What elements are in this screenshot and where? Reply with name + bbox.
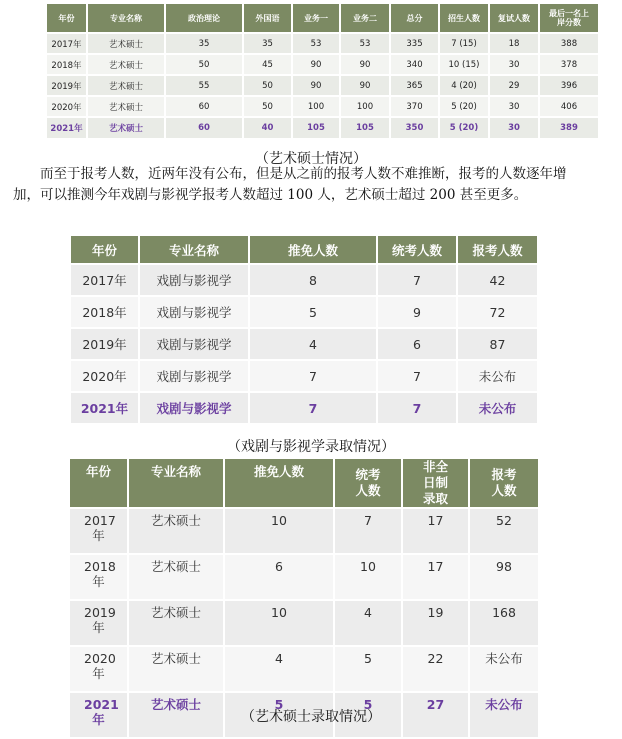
table-row: [70, 600, 539, 646]
art-master-admission-table: [70, 459, 540, 739]
table-body: [47, 33, 599, 139]
table-cell: 6: [377, 328, 457, 360]
table-cell: 2018年: [47, 54, 87, 75]
table-cell: 5: [334, 646, 402, 692]
column-header: 复试人数: [489, 4, 539, 33]
table-cell: 2021年: [70, 692, 128, 738]
table-cell: 7: [377, 392, 457, 424]
drama-film-admission-table: [71, 236, 539, 425]
table-row: [47, 33, 599, 54]
table-header-row: [47, 4, 599, 33]
table-cell: 105: [340, 117, 390, 139]
table-cell: 29: [489, 75, 539, 96]
column-header: 报考人数: [469, 459, 539, 508]
table-cell: 5 (20): [439, 96, 489, 117]
table-cell: 340: [390, 54, 439, 75]
table-caption-drama-film: （戏剧与影视学录取情况）: [227, 439, 395, 455]
table-cell: 90: [340, 54, 390, 75]
table-cell: 90: [292, 54, 340, 75]
table-cell: 2019年: [71, 328, 139, 360]
column-header: 专业名称: [139, 236, 249, 264]
table-cell: 30: [489, 117, 539, 139]
table-cell: 30: [489, 96, 539, 117]
table-cell: 389: [539, 117, 599, 139]
table-caption-art-master-admission: （艺术硕士录取情况）: [241, 709, 381, 725]
table-body: [70, 508, 539, 738]
table-row: [70, 554, 539, 600]
table-cell: 7: [249, 360, 377, 392]
body-paragraph: 而至于报考人数，近两年没有公布，但是从之前的报考人数不难推断，报考的人数逐年增加，可以推测今年戏剧与影视学报考人数超过 100 人，艺术硕士超过 200 甚至更多。: [13, 166, 567, 203]
table-cell: 艺术硕士: [128, 508, 224, 554]
art-master-score-table: [47, 4, 600, 140]
column-header: 最后一名上岸分数: [539, 4, 599, 33]
column-header: 推免人数: [249, 236, 377, 264]
table-cell: 戏剧与影视学: [139, 392, 249, 424]
table-cell: 7: [377, 264, 457, 296]
table-cell: 艺术硕士: [128, 600, 224, 646]
table-cell: 365: [390, 75, 439, 96]
column-header: 招生人数: [439, 4, 489, 33]
table-row: [70, 646, 539, 692]
table-cell: 100: [292, 96, 340, 117]
table-cell: 2017年: [71, 264, 139, 296]
table-row: [47, 75, 599, 96]
table-cell: 335: [390, 33, 439, 54]
table-cell: 未公布: [469, 692, 539, 738]
column-header: 报考人数: [457, 236, 538, 264]
table-cell: 5: [334, 692, 402, 738]
table-row: [71, 328, 538, 360]
table-cell: 396: [539, 75, 599, 96]
table-row: [47, 117, 599, 139]
table-cell: 105: [292, 117, 340, 139]
table-cell: 艺术硕士: [128, 692, 224, 738]
table-cell: 4: [334, 600, 402, 646]
table-cell: 艺术硕士: [87, 96, 165, 117]
table-cell: 52: [469, 508, 539, 554]
table-cell: 87: [457, 328, 538, 360]
table-cell: 5 (20): [439, 117, 489, 139]
table-cell: 72: [457, 296, 538, 328]
table-row: [71, 264, 538, 296]
table-cell: 50: [243, 96, 292, 117]
table-cell: 350: [390, 117, 439, 139]
table-cell: 7: [377, 360, 457, 392]
table-cell: 艺术硕士: [128, 554, 224, 600]
table-cell: 168: [469, 600, 539, 646]
table-cell: 7: [249, 392, 377, 424]
table-cell: 50: [243, 75, 292, 96]
table-cell: 未公布: [469, 646, 539, 692]
column-header: 统考人数: [377, 236, 457, 264]
table-cell: 378: [539, 54, 599, 75]
table-cell: 艺术硕士: [87, 75, 165, 96]
table-cell: 8: [249, 264, 377, 296]
table-cell: 98: [469, 554, 539, 600]
table-cell: 2017年: [47, 33, 87, 54]
table-cell: 22: [402, 646, 469, 692]
column-header: 专业名称: [128, 459, 224, 508]
table-cell: 90: [340, 75, 390, 96]
table-cell: 7: [334, 508, 402, 554]
table-header-row: [71, 236, 538, 264]
table-cell: 艺术硕士: [87, 33, 165, 54]
table-cell: 2018年: [70, 554, 128, 600]
table-cell: 4 (20): [439, 75, 489, 96]
table-cell: 10: [224, 508, 334, 554]
table-cell: 2021年: [71, 392, 139, 424]
table-cell: 2018年: [71, 296, 139, 328]
table-cell: 10: [224, 600, 334, 646]
table-caption-art-master: （艺术硕士情况）: [255, 151, 367, 167]
table-cell: 艺术硕士: [87, 117, 165, 139]
table-cell: 2017年: [70, 508, 128, 554]
table-cell: 388: [539, 33, 599, 54]
column-header: 专业名称: [87, 4, 165, 33]
column-header: 非全日制录取: [402, 459, 469, 508]
table-cell: 18: [489, 33, 539, 54]
table-cell: 戏剧与影视学: [139, 296, 249, 328]
table-cell: 艺术硕士: [87, 54, 165, 75]
table-cell: 10 (15): [439, 54, 489, 75]
table-cell: 戏剧与影视学: [139, 328, 249, 360]
table-cell: 4: [249, 328, 377, 360]
table-cell: 406: [539, 96, 599, 117]
table-cell: 2019年: [47, 75, 87, 96]
table-row: [47, 96, 599, 117]
table-cell: 55: [165, 75, 243, 96]
column-header: 统考人数: [334, 459, 402, 508]
table-cell: 45: [243, 54, 292, 75]
table-cell: 27: [402, 692, 469, 738]
table-cell: 2020年: [71, 360, 139, 392]
table-header-row: [70, 459, 539, 508]
table-cell: 4: [224, 646, 334, 692]
table-cell: 戏剧与影视学: [139, 264, 249, 296]
column-header: 政治理论: [165, 4, 243, 33]
table-cell: 35: [165, 33, 243, 54]
table-cell: 10: [334, 554, 402, 600]
table-cell: 2020年: [47, 96, 87, 117]
table-cell: 30: [489, 54, 539, 75]
table-cell: 17: [402, 508, 469, 554]
column-header: 总分: [390, 4, 439, 33]
table-cell: 100: [340, 96, 390, 117]
table-cell: 艺术硕士: [128, 646, 224, 692]
table-cell: 370: [390, 96, 439, 117]
table-cell: 未公布: [457, 360, 538, 392]
table-cell: 2021年: [47, 117, 87, 139]
table-cell: 19: [402, 600, 469, 646]
table-row: [71, 360, 538, 392]
column-header: 推免人数: [224, 459, 334, 508]
table-cell: 50: [165, 54, 243, 75]
column-header: 外国语: [243, 4, 292, 33]
table-row: [47, 54, 599, 75]
column-header: 业务一: [292, 4, 340, 33]
table-cell: 9: [377, 296, 457, 328]
table-cell: 5: [224, 692, 334, 738]
table-cell: 90: [292, 75, 340, 96]
table-row: [71, 296, 538, 328]
table-cell: 53: [292, 33, 340, 54]
table-cell: 53: [340, 33, 390, 54]
column-header: 业务二: [340, 4, 390, 33]
column-header: 年份: [70, 459, 128, 508]
table-cell: 5: [249, 296, 377, 328]
table-cell: 35: [243, 33, 292, 54]
table-cell: 60: [165, 96, 243, 117]
column-header: 年份: [47, 4, 87, 33]
table-cell: 未公布: [457, 392, 538, 424]
table-cell: 7 (15): [439, 33, 489, 54]
table-row: [70, 508, 539, 554]
table-cell: 17: [402, 554, 469, 600]
table-cell: 2020年: [70, 646, 128, 692]
table-cell: 60: [165, 117, 243, 139]
column-header: 年份: [71, 236, 139, 264]
table-row: [71, 392, 538, 424]
table-body: [71, 264, 538, 424]
table-cell: 42: [457, 264, 538, 296]
table-cell: 40: [243, 117, 292, 139]
table-cell: 2019年: [70, 600, 128, 646]
table-cell: 戏剧与影视学: [139, 360, 249, 392]
table-cell: 6: [224, 554, 334, 600]
